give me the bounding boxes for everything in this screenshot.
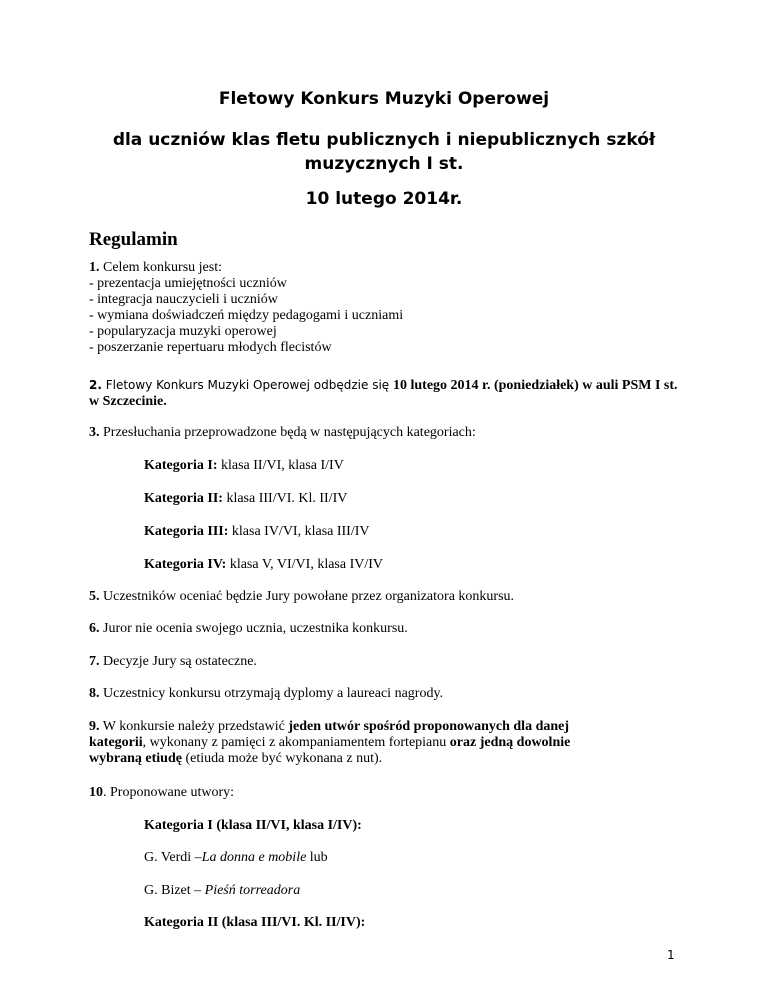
work-author: G. Bizet – bbox=[144, 883, 205, 898]
section-text: (etiuda może być wykonana z nut). bbox=[181, 751, 383, 766]
section-text: Uczestników oceniać będzie Jury powołane przez organizatora konkursu. bbox=[99, 589, 515, 604]
section-bold-text: wybraną etiudę bbox=[89, 751, 182, 766]
list-item: - integracja nauczycieli i uczniów bbox=[89, 292, 278, 307]
section-bold-text: 10 lutego 2014 r. (poniedziałek) w auli PSM I st. bbox=[393, 378, 678, 393]
section-bold-text: kategorii bbox=[89, 735, 143, 750]
category-text: klasa IV/VI, klasa III/IV bbox=[228, 524, 370, 539]
list-item: - wymiana doświadczeń między pedagogami i uczniami bbox=[89, 308, 404, 323]
category-item bbox=[144, 458, 344, 474]
category-label: Kategoria I: bbox=[144, 458, 218, 473]
category-item bbox=[144, 524, 370, 540]
section-text: Decyzje Jury są ostateczne. bbox=[99, 654, 257, 669]
section-bold-text: oraz jedną dowolnie bbox=[449, 735, 571, 750]
subtitle-line-2: muzycznych I st. bbox=[304, 154, 464, 174]
document-title: Fletowy Konkurs Muzyki Operowej bbox=[218, 89, 550, 109]
document-subtitle bbox=[0, 128, 768, 176]
category-text: klasa V, VI/VI, klasa IV/IV bbox=[226, 557, 384, 572]
work-item bbox=[144, 850, 328, 866]
section-2 bbox=[89, 377, 689, 410]
work-title: Pieśń torreadora bbox=[204, 883, 301, 898]
section-text: Juror nie ocenia swojego ucznia, uczestnika konkursu. bbox=[99, 621, 408, 636]
section-number: 9. bbox=[89, 719, 100, 734]
list-item: - prezentacja umiejętności uczniów bbox=[89, 276, 287, 291]
section-9 bbox=[89, 719, 689, 767]
section-heading: Regulamin bbox=[89, 229, 178, 250]
work-suffix: lub bbox=[306, 850, 328, 865]
category-label: Kategoria II: bbox=[144, 491, 223, 506]
section-text: W konkursie należy przedstawić bbox=[99, 719, 289, 734]
section-text: . Proponowane utwory: bbox=[103, 785, 235, 800]
work-title: La donna e mobile bbox=[201, 850, 307, 865]
category-item bbox=[144, 557, 383, 573]
section-10 bbox=[89, 785, 689, 801]
category-text: klasa II/VI, klasa I/IV bbox=[217, 458, 344, 473]
section-text: Celem konkursu jest: bbox=[99, 260, 222, 275]
section-number: 10 bbox=[89, 785, 103, 800]
work-author: G. Verdi – bbox=[144, 850, 202, 865]
section-text: Fletowy Konkurs Muzyki Operowej odbędzie się bbox=[101, 378, 393, 392]
section-number: 2. bbox=[89, 378, 102, 392]
section-6 bbox=[89, 621, 689, 637]
section-1 bbox=[89, 260, 403, 356]
section-number: 6. bbox=[89, 621, 100, 636]
section-8 bbox=[89, 686, 689, 702]
category-label: Kategoria IV: bbox=[144, 557, 227, 572]
section-7 bbox=[89, 654, 689, 670]
subtitle-line-1: dla uczniów klas fletu publicznych i niepublicznych szkół bbox=[112, 130, 656, 150]
section-text: , wykonany z pamięci z akompaniamentem fortepianu bbox=[142, 735, 450, 750]
list-item: - poszerzanie repertuaru młodych flecistów bbox=[89, 340, 332, 355]
page-number: 1 bbox=[667, 948, 675, 962]
work-category-heading: Kategoria II (klasa III/VI. Kl. II/IV): bbox=[144, 915, 366, 930]
document-date: 10 lutego 2014r. bbox=[305, 189, 463, 209]
work-item bbox=[144, 883, 300, 899]
section-bold-text: w Szczecinie. bbox=[89, 394, 167, 409]
section-number: 3. bbox=[89, 425, 100, 440]
section-5 bbox=[89, 589, 689, 605]
section-number: 1. bbox=[89, 260, 100, 275]
category-item bbox=[144, 491, 347, 507]
section-number: 5. bbox=[89, 589, 100, 604]
section-3 bbox=[89, 425, 476, 441]
work-category-heading: Kategoria I (klasa II/VI, klasa I/IV): bbox=[144, 818, 362, 833]
section-text: Uczestnicy konkursu otrzymają dyplomy a laureaci nagrody. bbox=[99, 686, 444, 701]
category-text: klasa III/VI. Kl. II/IV bbox=[222, 491, 348, 506]
list-item: - popularyzacja muzyki operowej bbox=[89, 324, 277, 339]
section-bold-text: jeden utwór spośród proponowanych dla danej bbox=[288, 719, 570, 734]
section-number: 8. bbox=[89, 686, 100, 701]
section-text: Przesłuchania przeprowadzone będą w następujących kategoriach: bbox=[99, 425, 476, 440]
category-label: Kategoria III: bbox=[144, 524, 229, 539]
section-number: 7. bbox=[89, 654, 100, 669]
